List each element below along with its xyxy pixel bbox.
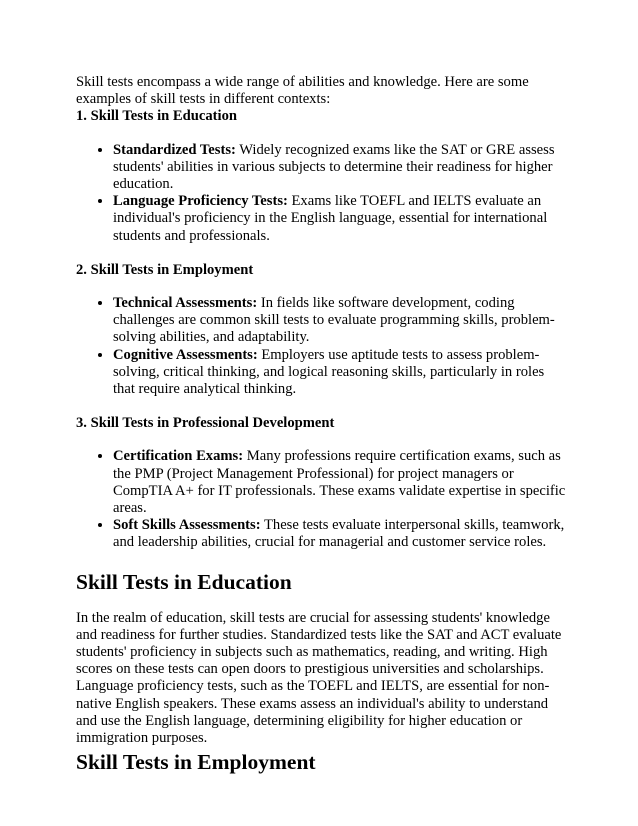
subsection-heading: 3. Skill Tests in Professional Development <box>76 415 335 432</box>
list-item <box>113 347 568 399</box>
list-item <box>113 142 568 194</box>
bullet-list <box>76 142 568 245</box>
subsection-employment <box>76 262 568 398</box>
item-text: These tests evaluate interpersonal skills, teamwork, and leadership abilities, crucial for managerial and customer service roles. <box>113 517 565 551</box>
item-text: Exams like TOEFL and IELTS evaluate an individual's proficiency in the English language, essential for international students and professionals. <box>113 193 548 244</box>
item-term: Standardized Tests: <box>113 141 236 158</box>
list-item <box>113 193 568 245</box>
section-title-employment: Skill Tests in Employment <box>76 750 316 775</box>
document-body <box>76 74 568 790</box>
item-text: In fields like software development, coding challenges are common skill tests to evaluate programming skills, problem-solving abilities, and adaptability. <box>113 295 555 346</box>
list-item <box>113 448 568 517</box>
item-term: Certification Exams: <box>113 448 244 465</box>
item-text: Employers use aptitude tests to assess problem-solving, critical thinking, and logical reasoning skills, particularly in roles that require analytical thinking. <box>113 346 545 398</box>
subsection-professional-development <box>76 415 568 551</box>
intro-paragraph: Skill tests encompass a wide range of abilities and knowledge. Here are some examples of skill tests in different contexts: <box>76 74 529 108</box>
item-term: Soft Skills Assessments: <box>113 517 261 534</box>
item-term: Language Proficiency Tests: <box>113 193 288 210</box>
item-text: Widely recognized exams like the SAT or GRE assess students' abilities in various subjects to determine their readiness for higher education. <box>113 141 555 193</box>
item-term: Technical Assessments: <box>113 295 258 312</box>
subsection-heading: 2. Skill Tests in Employment <box>76 261 254 278</box>
subsection-education <box>76 108 568 244</box>
bullet-list <box>76 295 568 398</box>
item-text: Many professions require certification exams, such as the PMP (Project Management Professional) for project managers or CompTIA A+ for IT professionals. These exams validate expertise in specific areas. <box>113 448 566 517</box>
list-item <box>113 517 568 551</box>
item-term: Cognitive Assessments: <box>113 346 258 363</box>
list-item <box>113 295 568 347</box>
subsection-heading: 1. Skill Tests in Education <box>76 108 238 125</box>
section-title-education: Skill Tests in Education <box>76 569 292 594</box>
body-paragraph: In the realm of education, skill tests are crucial for assessing students' knowledge and readiness for further studies. Standardized tests like the SAT and ACT evaluate students' proficiency in subjects such as mathematics, reading, and writing. High scores on these tests can open doors to prestigious universities and scholarships. <box>76 609 562 678</box>
body-paragraph: Language proficiency tests, such as the TOEFL and IELTS, are essential for non-native English speakers. These exams assess an individual's ability to understand and use the English language, determining eligibility for higher education or immigration purposes. <box>76 678 550 747</box>
bullet-list <box>76 448 568 551</box>
